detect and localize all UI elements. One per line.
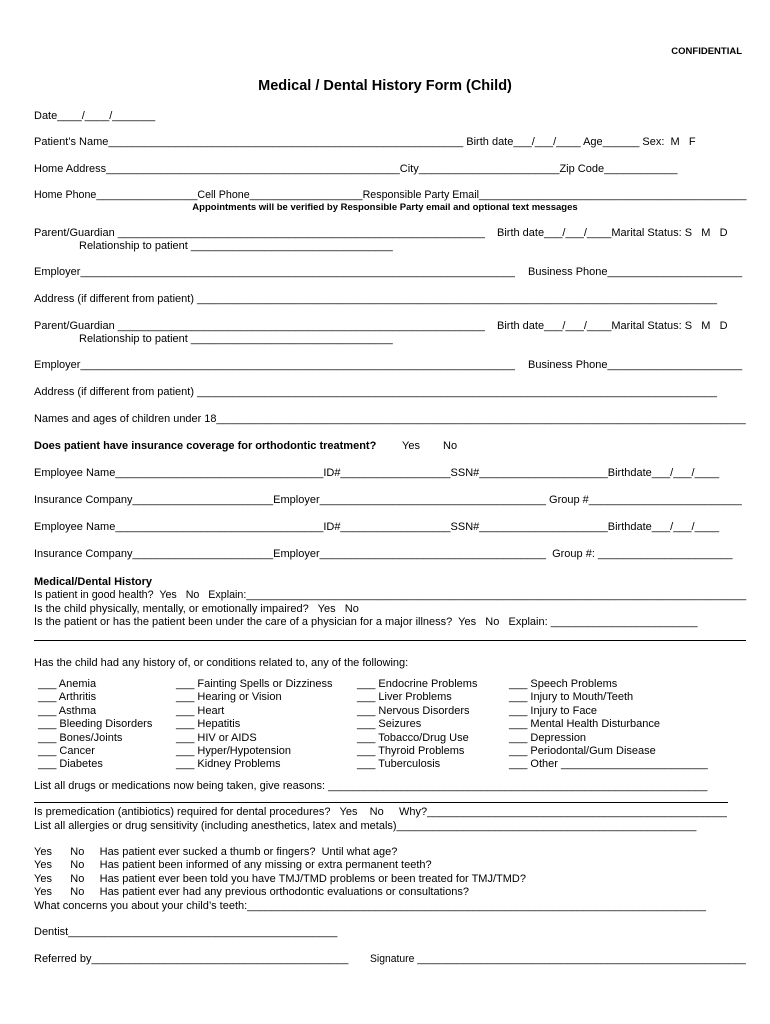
tmj-question[interactable]: Yes No Has patient ever been told you have TMJ/TMD problems or been treated for TMJ/TMD? [34,873,526,885]
referred-by-field[interactable]: Referred by__________________________________________ [34,953,349,965]
guardian1-birthdate-field[interactable]: Birth date___/___/____Marital Status: S M D [497,227,728,239]
guardian2-relationship-field[interactable]: Relationship to patient _________________________________ [79,333,393,345]
premedication-question[interactable]: Is premedication (antibiotics) required for dental procedures? Yes No Why?_________________________________________________ [34,806,727,818]
condition-item[interactable]: ___ Asthma [38,704,97,717]
guardian1-business-phone-field[interactable]: Business Phone______________________ [528,266,743,278]
employee2-field[interactable]: Employee Name__________________________________ID#__________________SSN#_____________________Birthdate___/___/____ [34,521,720,533]
condition-item[interactable]: ___ Periodontal/Gum Disease [509,745,656,758]
conditions-column-2[interactable] [176,678,333,772]
thumb-sucking-question[interactable]: Yes No Has patient ever sucked a thumb or fingers? Until what age? [34,846,398,858]
conditions-column-1[interactable] [38,678,152,772]
page-title: Medical / Dental History Form (Child) [258,78,512,94]
employee1-field[interactable]: Employee Name__________________________________ID#__________________SSN#_____________________Birthdate___/___/____ [34,467,720,479]
ortho-evaluation-question[interactable]: Yes No Has patient ever had any previous orthodontic evaluations or consultations? [34,886,469,898]
guardian2-birthdate-field[interactable]: Birth date___/___/____Marital Status: S M D [497,320,728,332]
guardian1-employer-field[interactable]: Employer_______________________________________________________________________ [34,266,515,278]
home-address-field[interactable]: Home Address________________________________________________City_______________________Zip Code____________ [34,163,678,175]
guardian2-employer-field[interactable]: Employer_______________________________________________________________________ [34,359,515,371]
condition-item[interactable]: ___ Heart [176,704,225,717]
concerns-field[interactable]: What concerns you about your child’s teeth:___________________________________________________________________________ [34,900,707,912]
insurance-company1-field[interactable]: Insurance Company_______________________Employer_____________________________________ Group #_________________________ [34,494,742,506]
insurance-company2-field[interactable]: Insurance Company_______________________Employer_____________________________________ Group #: ______________________ [34,548,733,560]
date-field[interactable]: Date____/____/_______ [34,110,156,122]
condition-item[interactable]: ___ Liver Problems [357,691,452,704]
condition-item[interactable]: ___ Fainting Spells or Dizziness [176,678,333,690]
insurance-yes-option[interactable]: Yes [402,440,420,452]
children-field[interactable]: Names and ages of children under 18_______________________________________________________________________________________ [34,413,746,425]
condition-item[interactable]: ___ Seizures [357,718,422,731]
condition-item[interactable]: ___ Diabetes [38,758,103,771]
guardian1-address-field[interactable]: Address (if different from patient) _____________________________________________________________________________________ [34,293,718,305]
condition-item[interactable]: ___ Mental Health Disturbance [509,718,661,731]
impaired-question[interactable]: Is the child physically, mentally, or emotionally impaired? Yes No [34,603,359,615]
medications-field[interactable]: List all drugs or medications now being taken, give reasons: ______________________________________________________________ [34,780,708,792]
condition-item[interactable]: ___ Endocrine Problems [357,678,478,690]
condition-item[interactable]: ___ HIV or AIDS [176,731,257,744]
condition-item[interactable]: ___ Bleeding Disorders [38,718,153,731]
condition-item[interactable]: ___ Hearing or Vision [176,691,282,704]
condition-item[interactable]: ___ Arthritis [38,691,97,704]
condition-item[interactable]: ___ Hyper/Hypotension [176,745,291,758]
guardian2-name-field[interactable]: Parent/Guardian ____________________________________________________________ [34,320,485,332]
good-health-question[interactable]: Is patient in good health? Yes No Explain:____________________________________________________________________________________ [34,589,747,601]
conditions-column-4[interactable] [509,678,708,772]
medical-history-heading: Medical/Dental History [34,576,152,588]
condition-item[interactable]: ___ Nervous Disorders [357,704,470,717]
signature-field[interactable]: Signature _________________________________________________________ [370,953,746,965]
condition-item[interactable]: ___ Speech Problems [509,678,618,690]
condition-item[interactable]: ___ Bones/Joints [38,731,123,744]
condition-item[interactable]: ___ Hepatitis [176,718,241,731]
condition-item[interactable]: ___ Thyroid Problems [357,745,465,758]
confidential-label: CONFIDENTIAL [671,46,742,57]
condition-item[interactable]: ___ Injury to Face [509,704,598,717]
condition-item[interactable]: ___ Tobacco/Drug Use [357,731,469,744]
guardian2-address-field[interactable]: Address (if different from patient) _____________________________________________________________________________________ [34,386,718,398]
dentist-field[interactable]: Dentist____________________________________________ [34,926,338,938]
guardian1-relationship-field[interactable]: Relationship to patient _________________________________ [79,240,393,252]
appointment-note: Appointments will be verified by Responsible Party email and optional text messages [192,202,578,213]
condition-item[interactable]: ___ Other ________________________ [509,758,708,771]
guardian2-business-phone-field[interactable]: Business Phone______________________ [528,359,743,371]
missing-teeth-question[interactable]: Yes No Has patient been informed of any missing or extra permanent teeth? [34,859,432,871]
condition-item[interactable]: ___ Depression [509,731,587,744]
condition-item[interactable]: ___ Cancer [38,745,95,758]
guardian1-name-field[interactable]: Parent/Guardian ____________________________________________________________ [34,227,485,239]
condition-item[interactable]: ___ Tuberculosis [357,758,441,771]
medications-continuation-line[interactable] [34,802,728,803]
condition-item[interactable]: ___ Kidney Problems [176,758,281,771]
explain-continuation-line[interactable] [34,640,746,641]
condition-item[interactable]: ___ Injury to Mouth/Teeth [509,691,634,704]
allergies-field[interactable]: List all allergies or drug sensitivity (including anesthetics, latex and metals)_________________________________________________ [34,820,697,832]
physician-care-question[interactable]: Is the patient or has the patient been under the care of a physician for a major illness? Yes No Explain: ________________________ [34,616,698,628]
insurance-question: Does patient have insurance coverage for orthodontic treatment? [34,440,377,452]
conditions-column-3[interactable] [357,678,477,772]
conditions-intro: Has the child had any history of, or conditions related to, any of the following: [34,657,409,669]
condition-item[interactable]: ___ Anemia [38,678,97,690]
insurance-no-option[interactable]: No [443,440,458,452]
phone-field[interactable]: Home Phone_________________Cell Phone___________________Responsible Party Email_____________________________________________ [34,189,747,201]
patient-name-field[interactable]: Patient’s Name__________________________________________________________ Birth date___/___/____ Age______ Sex: M F [34,136,696,148]
